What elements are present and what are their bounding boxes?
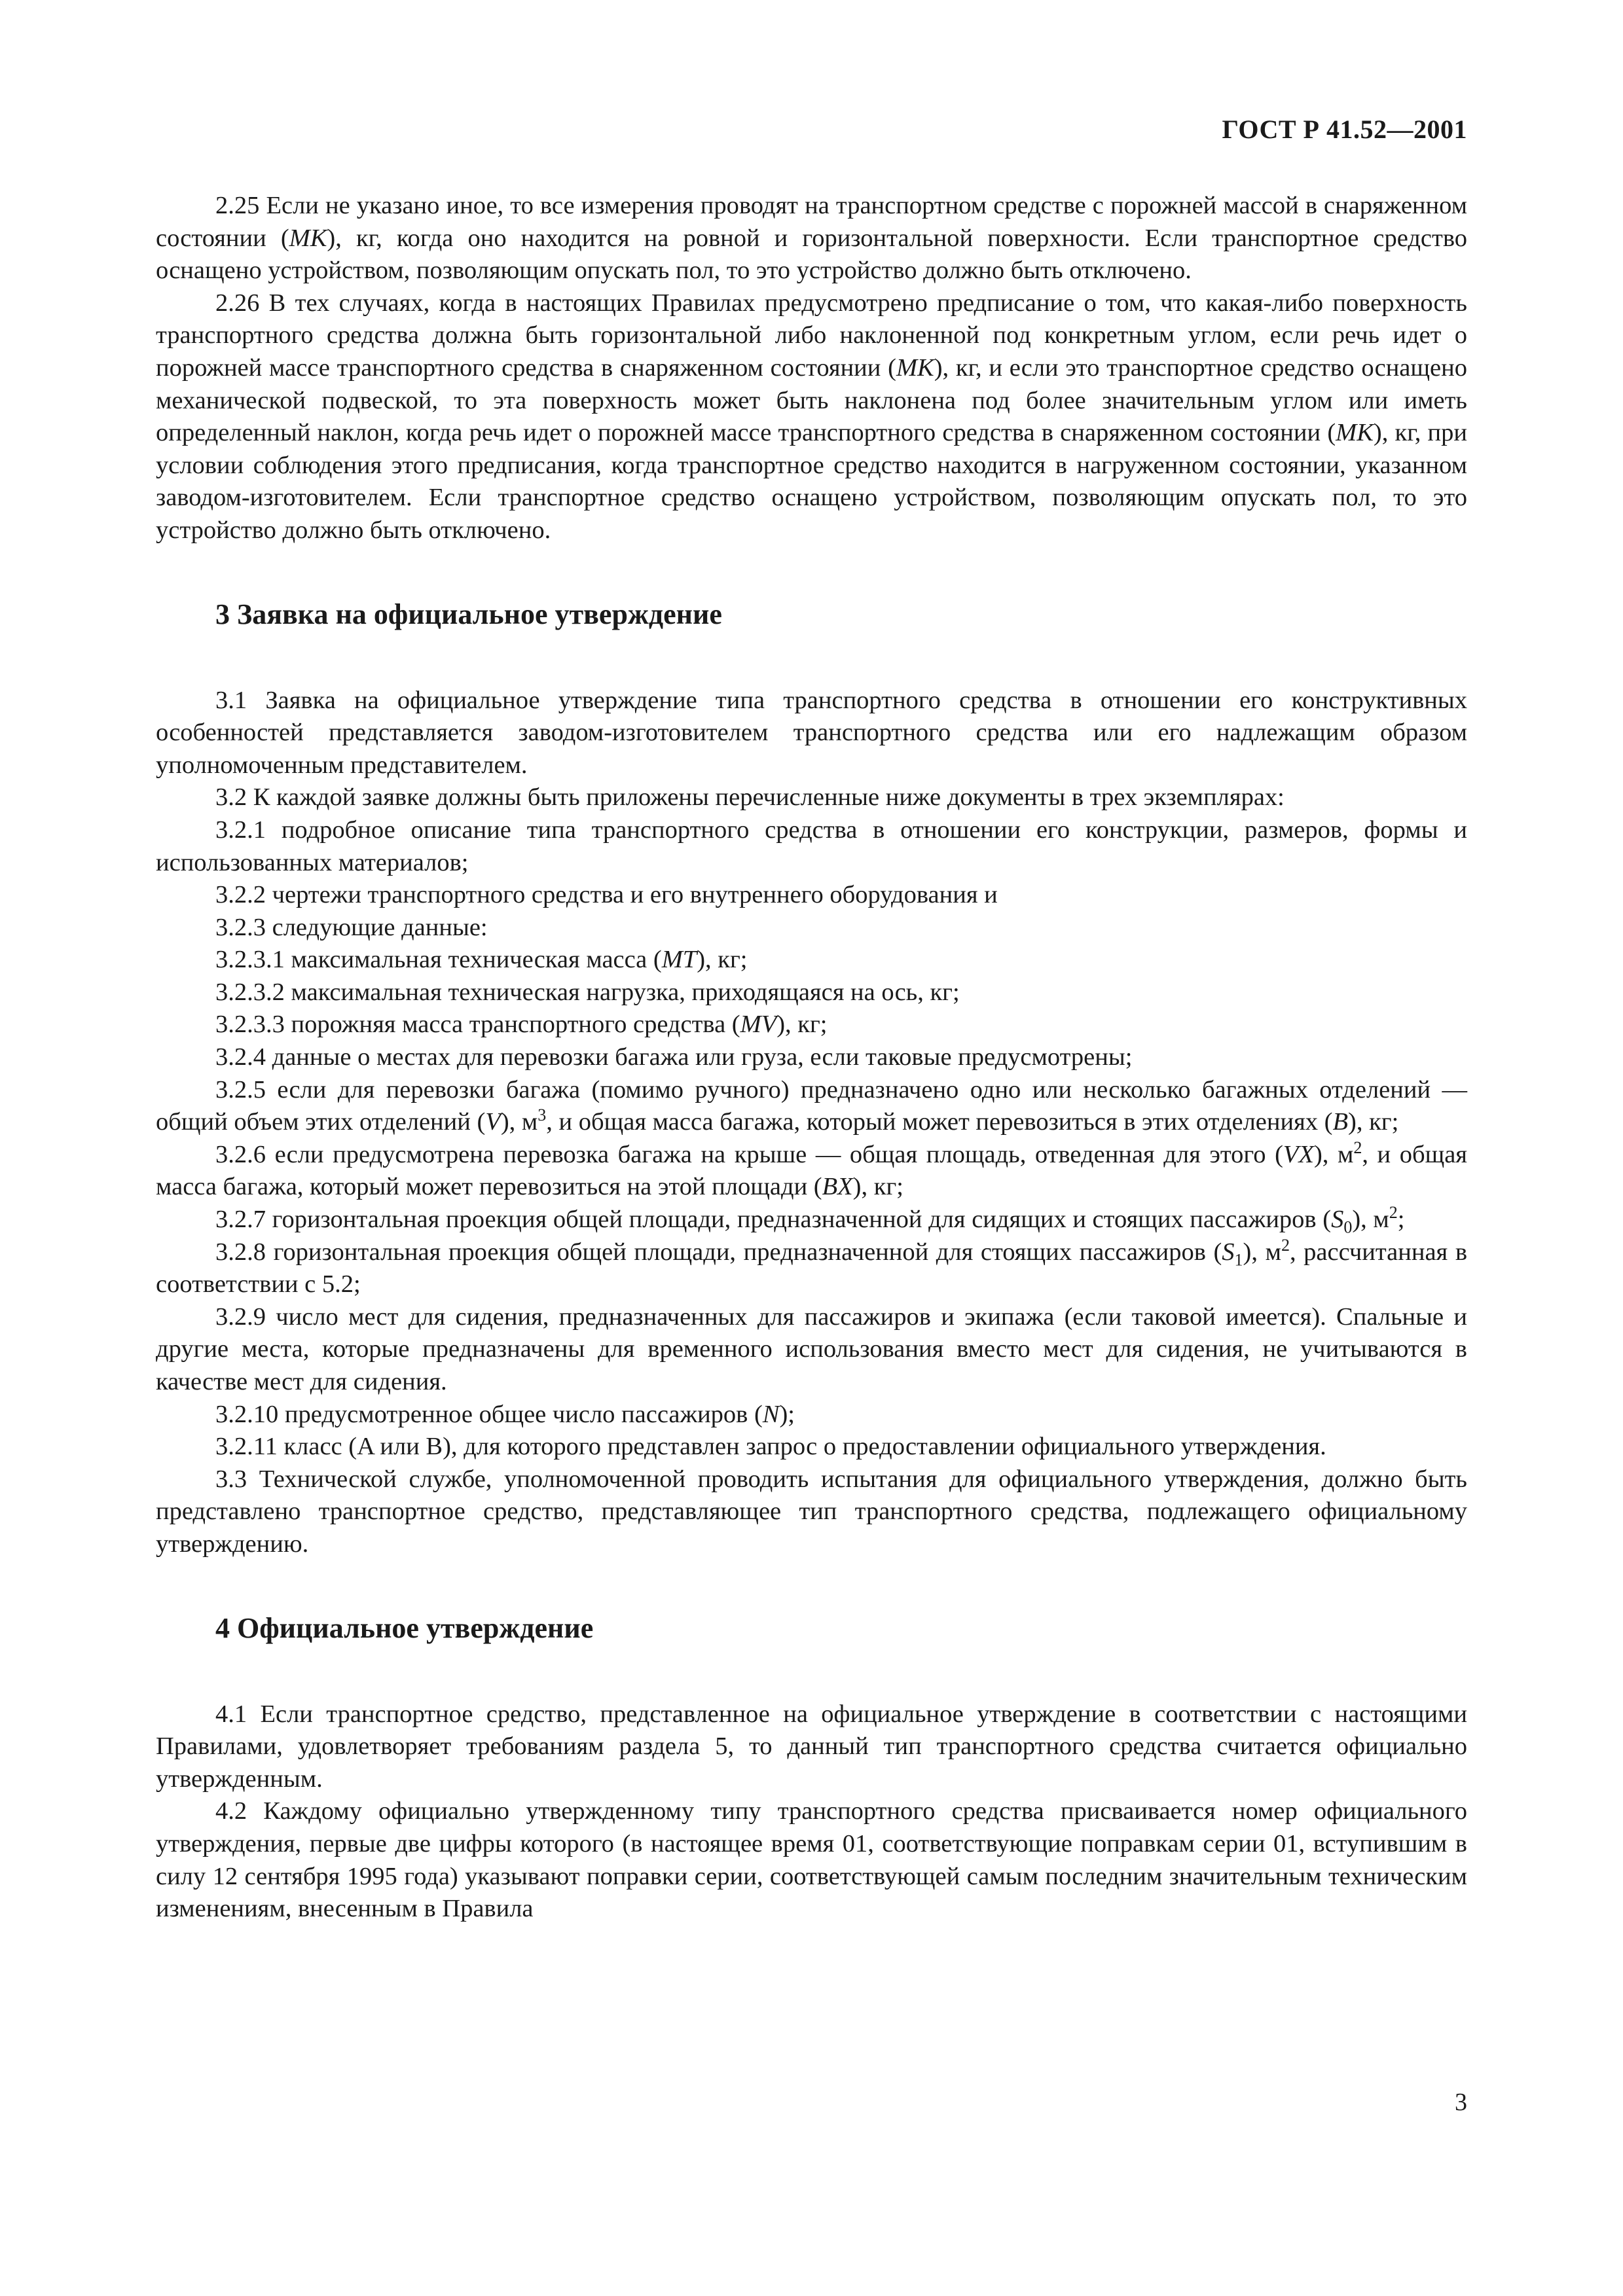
- paragraph: 4.2 Каждому официально утвержденному типу транспортного средства присваивается номер официального утверждения, первые две цифры которого (в настоящее время 01, соответствующие поправкам серии 01, вступившим в силу 12 сентября 1995 года) указывают поправки серии, соответствующей самым последним значительным техническим изменениям, внесенным в Правила: [156, 1797, 1467, 1923]
- symbol: MK: [289, 224, 327, 252]
- section-3-heading: 3 Заявка на официальное утверждение: [215, 598, 722, 630]
- paragraph: 3.2 К каждой заявке должны быть приложены перечисленные ниже документы в трех экземплярах:: [215, 783, 1285, 812]
- paragraph: 3.2.11 класс (A или B), для которого представлен запрос о предоставлении официального утверждения.: [215, 1433, 1326, 1461]
- superscript: 2: [1389, 1203, 1398, 1223]
- section-3-paragraphs: [156, 685, 1467, 1561]
- symbol: B: [1332, 1108, 1349, 1136]
- paragraph: 3.2.7 горизонтальная проекция общей площади, предназначенной для сидящих и стоящих пассажиров $(S_0)$, $м^2$;: [215, 1203, 1405, 1237]
- document-body: [156, 190, 1467, 1926]
- paragraph: 4.1 Если транспортное средство, представленное на официальное утверждение в соответствии с настоящими Правилами, удовлетворяет требованиям раздела 5, то данный тип транспортного средства считается официально утвержденным.: [156, 1700, 1467, 1793]
- paragraph: 3.2.3.1 максимальная техническая масса (MT), кг;: [215, 946, 748, 974]
- symbol: S: [1331, 1206, 1344, 1234]
- symbol: MK: [896, 353, 934, 382]
- symbol: MK: [1336, 419, 1374, 447]
- symbol: MV: [740, 1011, 777, 1039]
- paragraph: 3.2.8 горизонтальная проекция общей площади, предназначенной для стоящих пассажиров $(S_1)$, $м^2$, рассчитанная в соответствии с 5.2;: [156, 1235, 1467, 1299]
- paragraph: 2.26 В тех случаях, когда в настоящих Правилах предусмотрено предписание о том, что какая-либо поверхность транспортного средства должна быть горизонтальной либо наклоненной под конкретным углом, если речь идет о порожней массе транспортного средства в снаряженном состоянии (MK), кг, и если это транспортное средство оснащено механической подвеской, то эта поверхность может быть наклонена под более значительным углом или иметь определенный наклон, когда речь идет о порожней массе транспортного средства в снаряженном состоянии (MK), кг, при условии соблюдения этого предписания, когда транспортное средство находится в нагруженном состоянии, указанном заводом-изготовителем. Если транспортное средство оснащено устройством, позволяющим опускать пол, то это устройство должно быть отключено.: [156, 289, 1468, 544]
- symbol: V: [485, 1108, 501, 1136]
- section-4-heading: 4 Официальное утверждение: [215, 1611, 594, 1644]
- paragraph: 3.2.2 чертежи транспортного средства и его внутреннего оборудования и: [215, 881, 998, 909]
- subscript: 1: [1234, 1250, 1243, 1270]
- paragraph: 3.2.3.2 максимальная техническая нагрузка, приходящаяся на ось, кг;: [215, 978, 960, 1006]
- section-4-paragraphs: [156, 1698, 1467, 1926]
- superscript: 2: [1281, 1235, 1290, 1255]
- paragraph: 3.2.9 число мест для сидения, предназначенных для пассажиров и экипажа (если таковой имеется). Спальные и другие места, которые предназначены для временного использования вместо мест для сидения, не учитываются в качестве мест для сидения.: [156, 1302, 1467, 1395]
- document-header-code: ГОСТ Р 41.52—2001: [1222, 115, 1467, 144]
- paragraph: 3.1 Заявка на официальное утверждение типа транспортного средства в отношении его конструктивных особенностей представляется заводом-изготовителем транспортного средства или его надлежащим образом уполномоченным представителем.: [156, 686, 1467, 779]
- symbol: N: [762, 1400, 780, 1428]
- superscript: 3: [538, 1105, 547, 1125]
- paragraph: 3.2.10 предусмотренное общее число пассажиров (N);: [215, 1400, 795, 1428]
- intro-paragraphs: [156, 190, 1467, 547]
- paragraph: 2.25 Если не указано иное, то все измерения проводят на транспортном средстве с порожней массой в снаряженном состоянии (MK), кг, когда оно находится на ровной и горизонтальной поверхности. Если транспортное средство оснащено устройством, позволяющим опускать пол, то это устройство должно быть отключено.: [156, 192, 1467, 285]
- page-number: 3: [1455, 2089, 1467, 2116]
- paragraph: 3.2.3.3 порожняя масса транспортного средства (MV), кг;: [215, 1011, 828, 1039]
- paragraph: 3.2.6 если предусмотрена перевозка багажа на крыше — общая площадь, отведенная для этого (VX), $м^2$, и общая масса багажа, который может перевозиться на этой площади (BX), кг;: [156, 1138, 1468, 1201]
- subscript: 0: [1343, 1217, 1353, 1237]
- symbol: BX: [822, 1173, 853, 1201]
- symbol: VX: [1283, 1140, 1314, 1168]
- symbol: MT: [661, 946, 697, 974]
- symbol: S: [1222, 1238, 1235, 1266]
- paragraph: 3.2.5 если для перевозки багажа (помимо ручного) предназначено одно или несколько багажных отделений — общий объем этих отделений (V), $м^3$, и общая масса багажа, который может перевозиться в этих отделениях (B), кг;: [156, 1075, 1467, 1136]
- paragraph: 3.2.4 данные о местах для перевозки багажа или груза, если таковые предусмотрены;: [215, 1043, 1133, 1071]
- paragraph: 3.3 Технической службе, уполномоченной проводить испытания для официального утверждения, должно быть представлено транспортное средство, представляющее тип транспортного средства, подлежащего официальному утверждению.: [156, 1465, 1467, 1558]
- superscript: 2: [1353, 1138, 1362, 1158]
- paragraph: 3.2.3 следующие данные:: [215, 913, 488, 941]
- paragraph: 3.2.1 подробное описание типа транспортного средства в отношении его конструкции, размеров, формы и использованных материалов;: [156, 816, 1467, 876]
